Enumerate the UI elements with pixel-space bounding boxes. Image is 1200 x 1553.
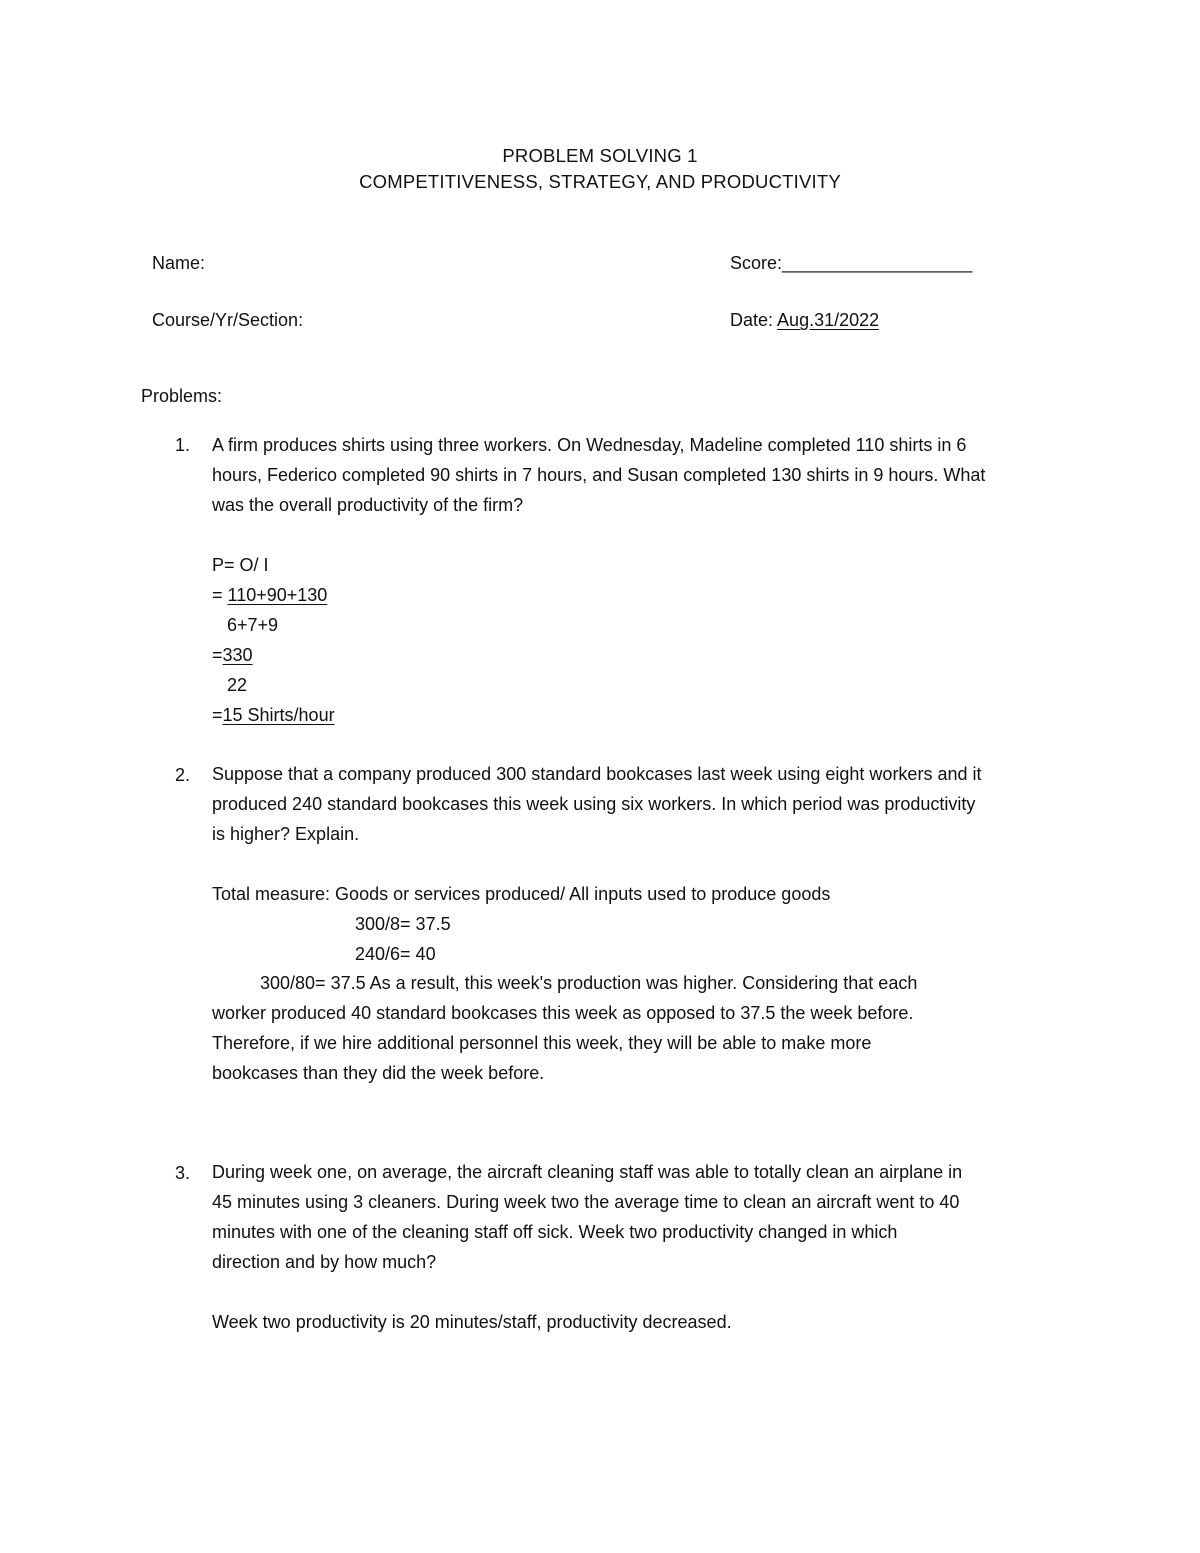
eq2-prefix: =	[212, 645, 223, 665]
problem-2-measure: Total measure: Goods or services produced/ All inputs used to produce goods	[212, 884, 831, 904]
problem-1-line: hours, Federico completed 90 shirts in 7 hours, and Susan completed 130 shirts in 9 hours. What	[212, 465, 986, 485]
problem-2-text	[212, 759, 981, 849]
problem-1-eq1	[212, 585, 327, 606]
problem-1-line: A firm produces shirts using three workers. On Wednesday, Madeline completed 110 shirts in 6	[212, 435, 967, 455]
eq1-numerator: 110+90+130	[227, 585, 328, 605]
document-subtitle: COMPETITIVENESS, STRATEGY, AND PRODUCTIVITY	[359, 171, 841, 192]
eq1-prefix: =	[212, 585, 228, 605]
problem-3-line: During week one, on average, the aircraft cleaning staff was able to totally clean an airplane in	[212, 1162, 963, 1182]
explanation-line: bookcases than they did the week before.	[212, 1063, 545, 1083]
problem-3-line: 45 minutes using 3 cleaners. During week two the average time to clean an aircraft went to 40	[212, 1192, 960, 1212]
problem-2-line: Suppose that a company produced 300 standard bookcases last week using eight workers and it	[212, 764, 982, 784]
eq2-numerator: 330	[222, 645, 253, 665]
course-label: Course/Yr/Section:	[152, 310, 304, 330]
problem-1-result	[212, 705, 335, 726]
date-field	[730, 310, 879, 331]
problem-3-answer: Week two productivity is 20 minutes/staff, productivity decreased.	[212, 1312, 732, 1332]
problem-2-explanation	[212, 968, 917, 1088]
explanation-line: 300/80= 37.5 As a result, this week's production was higher. Considering that each	[260, 973, 918, 993]
problem-3-line: minutes with one of the cleaning staff off sick. Week two productivity changed in which	[212, 1222, 898, 1242]
problem-1-formula: P= O/ I	[212, 555, 269, 575]
document-title: PROBLEM SOLVING 1	[502, 145, 698, 166]
problems-heading: Problems:	[141, 386, 223, 406]
result-prefix: =	[212, 705, 223, 725]
name-label: Name:	[152, 253, 206, 273]
problem-1-text	[212, 430, 985, 520]
problem-3-number: 3.	[175, 1163, 191, 1183]
eq1-denominator: 6+7+9	[227, 615, 279, 635]
problem-2-line: produced 240 standard bookcases this week using six workers. In which period was productivity	[212, 794, 976, 814]
score-label: Score:	[730, 253, 783, 273]
problem-3-line: direction and by how much?	[212, 1252, 437, 1272]
problem-1-line: was the overall productivity of the firm?	[212, 495, 524, 515]
problem-1-eq2	[212, 645, 253, 666]
eq2-denominator: 22	[227, 675, 248, 695]
problem-3-text	[212, 1157, 962, 1277]
problem-1-number: 1.	[175, 435, 191, 455]
problem-2-number: 2.	[175, 765, 191, 785]
problem-2-calc-1: 300/8= 37.5	[355, 914, 451, 934]
problem-2-calc-2: 240/6= 40	[355, 944, 436, 964]
date-value: Aug.31/2022	[777, 310, 880, 330]
explanation-line: Therefore, if we hire additional personnel this week, they will be able to make more	[212, 1033, 872, 1053]
score-field	[730, 253, 972, 274]
score-blank: ___________________	[782, 253, 973, 273]
date-label: Date:	[730, 310, 774, 330]
result-value: 15 Shirts/hour	[222, 705, 335, 725]
problem-2-line: is higher? Explain.	[212, 824, 360, 844]
explanation-line: worker produced 40 standard bookcases this week as opposed to 37.5 the week before.	[212, 1003, 914, 1023]
